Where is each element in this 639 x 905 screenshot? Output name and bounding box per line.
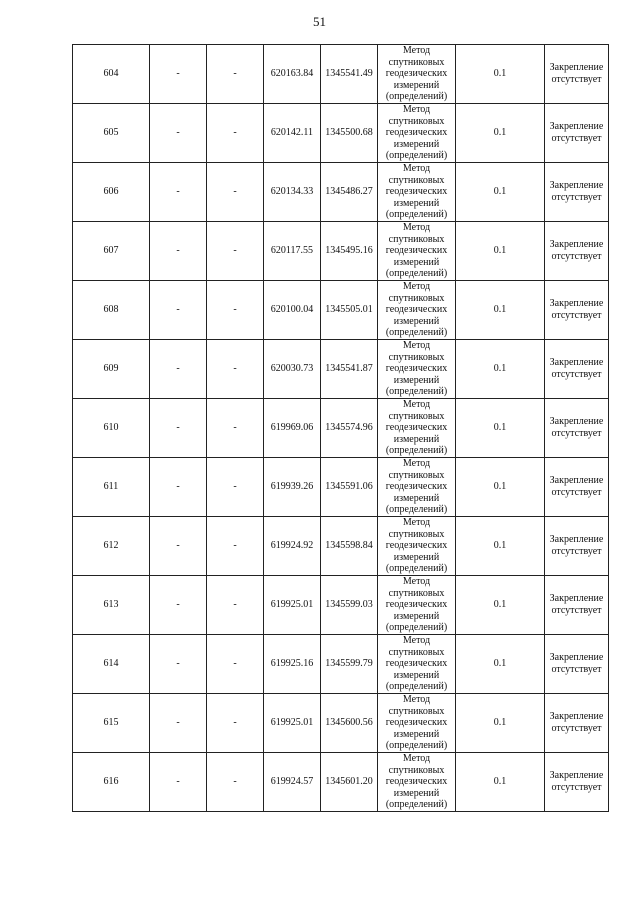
method-text-line: геодезических: [385, 481, 448, 493]
method-text-line: измерений: [393, 79, 440, 91]
method-cell: [378, 104, 456, 163]
table-row: [73, 576, 609, 635]
method-text-line: (определений): [385, 91, 448, 103]
empty-value-cell: -: [150, 104, 207, 163]
fixation-cell: [545, 694, 609, 753]
fixation-cell: [545, 45, 609, 104]
accuracy-cell: 0.1: [456, 399, 545, 458]
empty-value-cell: -: [207, 281, 264, 340]
empty-value-cell: -: [150, 753, 207, 812]
point-number-cell: 610: [73, 399, 150, 458]
accuracy-cell: 0.1: [456, 163, 545, 222]
point-number-cell: 613: [73, 576, 150, 635]
method-text-line: спутниковых: [388, 115, 445, 127]
point-number-cell: 612: [73, 517, 150, 576]
method-text-line: измерений: [393, 315, 440, 327]
method-text-line: измерений: [393, 197, 440, 209]
method-text-line: геодезических: [385, 422, 448, 434]
fixation-text-line: Закрепление: [549, 475, 604, 487]
table-row: [73, 104, 609, 163]
empty-value-cell: -: [150, 222, 207, 281]
fixation-text-line: Закрепление: [549, 593, 604, 605]
y-coordinate-cell: 1345599.79: [321, 635, 378, 694]
empty-value-cell: -: [207, 340, 264, 399]
fixation-text-line: отсутствует: [551, 310, 602, 321]
x-coordinate-cell: 620100.04: [264, 281, 321, 340]
method-text-line: спутниковых: [388, 233, 445, 245]
method-text-line: измерений: [393, 610, 440, 622]
method-text-line: (определений): [385, 681, 448, 693]
y-coordinate-cell: 1345598.84: [321, 517, 378, 576]
x-coordinate-cell: 620163.84: [264, 45, 321, 104]
method-text-line: геодезических: [385, 658, 448, 670]
table-row: [73, 399, 609, 458]
fixation-text-line: отсутствует: [551, 192, 602, 203]
accuracy-cell: 0.1: [456, 458, 545, 517]
y-coordinate-cell: 1345591.06: [321, 458, 378, 517]
method-text-line: геодезических: [385, 304, 448, 316]
accuracy-cell: 0.1: [456, 340, 545, 399]
method-text-line: геодезических: [385, 68, 448, 80]
method-text-line: Метод: [402, 576, 431, 588]
fixation-text-line: отсутствует: [551, 723, 602, 734]
point-number-cell: 611: [73, 458, 150, 517]
point-number-cell: 604: [73, 45, 150, 104]
method-text-line: спутниковых: [388, 469, 445, 481]
method-text-line: Метод: [402, 399, 431, 411]
y-coordinate-cell: 1345574.96: [321, 399, 378, 458]
empty-value-cell: -: [150, 694, 207, 753]
point-number-cell: 607: [73, 222, 150, 281]
method-text-line: Метод: [402, 222, 431, 234]
fixation-text-line: отсутствует: [551, 133, 602, 144]
method-text-line: (определений): [385, 209, 448, 221]
fixation-cell: [545, 576, 609, 635]
method-text-line: (определений): [385, 445, 448, 457]
empty-value-cell: -: [207, 104, 264, 163]
method-text-line: (определений): [385, 386, 448, 398]
method-text-line: Метод: [402, 281, 431, 293]
method-text-line: Метод: [402, 163, 431, 175]
method-text-line: измерений: [393, 787, 440, 799]
method-text-line: спутниковых: [388, 705, 445, 717]
method-text-line: геодезических: [385, 540, 448, 552]
y-coordinate-cell: 1345601.20: [321, 753, 378, 812]
method-text-line: геодезических: [385, 127, 448, 139]
accuracy-cell: 0.1: [456, 753, 545, 812]
method-text-line: геодезических: [385, 717, 448, 729]
method-text-line: геодезических: [385, 245, 448, 257]
table-row: [73, 222, 609, 281]
empty-value-cell: -: [150, 635, 207, 694]
method-text-line: (определений): [385, 150, 448, 162]
fixation-text-line: Закрепление: [549, 121, 604, 133]
empty-value-cell: -: [207, 753, 264, 812]
y-coordinate-cell: 1345600.56: [321, 694, 378, 753]
table-row: [73, 753, 609, 812]
fixation-cell: [545, 104, 609, 163]
point-number-cell: 616: [73, 753, 150, 812]
y-coordinate-cell: 1345599.03: [321, 576, 378, 635]
method-text-line: измерений: [393, 138, 440, 150]
method-text-line: Метод: [402, 517, 431, 529]
x-coordinate-cell: 620142.11: [264, 104, 321, 163]
fixation-cell: [545, 399, 609, 458]
method-cell: [378, 340, 456, 399]
table-row: [73, 458, 609, 517]
x-coordinate-cell: 620117.55: [264, 222, 321, 281]
empty-value-cell: -: [150, 281, 207, 340]
fixation-text-line: отсутствует: [551, 428, 602, 439]
method-text-line: спутниковых: [388, 56, 445, 68]
method-text-line: (определений): [385, 327, 448, 339]
method-text-line: Метод: [402, 458, 431, 470]
x-coordinate-cell: 619939.26: [264, 458, 321, 517]
method-text-line: измерений: [393, 669, 440, 681]
y-coordinate-cell: 1345500.68: [321, 104, 378, 163]
empty-value-cell: -: [150, 340, 207, 399]
method-text-line: спутниковых: [388, 292, 445, 304]
fixation-text-line: Закрепление: [549, 298, 604, 310]
method-cell: [378, 45, 456, 104]
fixation-cell: [545, 635, 609, 694]
method-text-line: геодезических: [385, 776, 448, 788]
method-text-line: (определений): [385, 563, 448, 575]
y-coordinate-cell: 1345541.87: [321, 340, 378, 399]
method-text-line: (определений): [385, 504, 448, 516]
fixation-text-line: Закрепление: [549, 357, 604, 369]
table-row: [73, 635, 609, 694]
method-text-line: измерений: [393, 728, 440, 740]
accuracy-cell: 0.1: [456, 576, 545, 635]
point-number-cell: 614: [73, 635, 150, 694]
accuracy-cell: 0.1: [456, 45, 545, 104]
fixation-text-line: отсутствует: [551, 74, 602, 85]
method-cell: [378, 576, 456, 635]
empty-value-cell: -: [150, 576, 207, 635]
fixation-text-line: отсутствует: [551, 605, 602, 616]
table-row: [73, 281, 609, 340]
empty-value-cell: -: [207, 694, 264, 753]
method-text-line: Метод: [402, 340, 431, 352]
y-coordinate-cell: 1345505.01: [321, 281, 378, 340]
method-cell: [378, 753, 456, 812]
fixation-cell: [545, 163, 609, 222]
method-text-line: Метод: [402, 45, 431, 57]
table-row: [73, 163, 609, 222]
method-text-line: измерений: [393, 256, 440, 268]
method-text-line: (определений): [385, 268, 448, 280]
point-number-cell: 608: [73, 281, 150, 340]
fixation-text-line: отсутствует: [551, 251, 602, 262]
empty-value-cell: -: [207, 635, 264, 694]
x-coordinate-cell: 619925.01: [264, 576, 321, 635]
fixation-text-line: отсутствует: [551, 546, 602, 557]
method-text-line: геодезических: [385, 363, 448, 375]
method-text-line: Метод: [402, 753, 431, 765]
method-text-line: спутниковых: [388, 646, 445, 658]
fixation-cell: [545, 340, 609, 399]
point-number-cell: 606: [73, 163, 150, 222]
empty-value-cell: -: [150, 399, 207, 458]
table-row: [73, 45, 609, 104]
method-text-line: Метод: [402, 104, 431, 116]
method-text-line: геодезических: [385, 186, 448, 198]
fixation-text-line: отсутствует: [551, 782, 602, 793]
fixation-text-line: Закрепление: [549, 711, 604, 723]
method-text-line: спутниковых: [388, 351, 445, 363]
accuracy-cell: 0.1: [456, 694, 545, 753]
x-coordinate-cell: 619925.01: [264, 694, 321, 753]
table-body: [73, 45, 609, 812]
method-cell: [378, 281, 456, 340]
fixation-cell: [545, 458, 609, 517]
accuracy-cell: 0.1: [456, 635, 545, 694]
y-coordinate-cell: 1345495.16: [321, 222, 378, 281]
method-text-line: спутниковых: [388, 174, 445, 186]
accuracy-cell: 0.1: [456, 104, 545, 163]
method-text-line: Метод: [402, 635, 431, 647]
method-text-line: спутниковых: [388, 410, 445, 422]
fixation-text-line: Закрепление: [549, 239, 604, 251]
accuracy-cell: 0.1: [456, 517, 545, 576]
fixation-text-line: Закрепление: [549, 62, 604, 74]
page-number: 51: [313, 14, 326, 29]
fixation-text-line: Закрепление: [549, 416, 604, 428]
point-number-cell: 615: [73, 694, 150, 753]
y-coordinate-cell: 1345541.49: [321, 45, 378, 104]
empty-value-cell: -: [150, 458, 207, 517]
empty-value-cell: -: [207, 163, 264, 222]
fixation-text-line: Закрепление: [549, 180, 604, 192]
x-coordinate-cell: 619924.57: [264, 753, 321, 812]
method-text-line: измерений: [393, 492, 440, 504]
method-cell: [378, 222, 456, 281]
method-text-line: спутниковых: [388, 528, 445, 540]
fixation-cell: [545, 222, 609, 281]
x-coordinate-cell: 620134.33: [264, 163, 321, 222]
accuracy-cell: 0.1: [456, 222, 545, 281]
method-cell: [378, 399, 456, 458]
empty-value-cell: -: [207, 399, 264, 458]
table-row: [73, 694, 609, 753]
empty-value-cell: -: [207, 222, 264, 281]
method-text-line: (определений): [385, 740, 448, 752]
point-number-cell: 609: [73, 340, 150, 399]
method-text-line: (определений): [385, 799, 448, 811]
method-cell: [378, 694, 456, 753]
empty-value-cell: -: [207, 517, 264, 576]
empty-value-cell: -: [207, 458, 264, 517]
method-text-line: измерений: [393, 551, 440, 563]
x-coordinate-cell: 619925.16: [264, 635, 321, 694]
fixation-cell: [545, 517, 609, 576]
method-text-line: спутниковых: [388, 764, 445, 776]
method-text-line: спутниковых: [388, 587, 445, 599]
method-text-line: геодезических: [385, 599, 448, 611]
x-coordinate-cell: 619969.06: [264, 399, 321, 458]
fixation-text-line: отсутствует: [551, 369, 602, 380]
accuracy-cell: 0.1: [456, 281, 545, 340]
fixation-text-line: Закрепление: [549, 652, 604, 664]
empty-value-cell: -: [150, 163, 207, 222]
method-cell: [378, 163, 456, 222]
method-text-line: измерений: [393, 433, 440, 445]
table-row: [73, 517, 609, 576]
fixation-cell: [545, 753, 609, 812]
empty-value-cell: -: [150, 517, 207, 576]
fixation-text-line: отсутствует: [551, 487, 602, 498]
table-row: [73, 340, 609, 399]
method-cell: [378, 635, 456, 694]
fixation-text-line: Закрепление: [549, 770, 604, 782]
method-cell: [378, 458, 456, 517]
empty-value-cell: -: [207, 45, 264, 104]
coordinates-table: [72, 44, 609, 812]
empty-value-cell: -: [207, 576, 264, 635]
fixation-cell: [545, 281, 609, 340]
x-coordinate-cell: 620030.73: [264, 340, 321, 399]
y-coordinate-cell: 1345486.27: [321, 163, 378, 222]
empty-value-cell: -: [150, 45, 207, 104]
method-cell: [378, 517, 456, 576]
method-text-line: измерений: [393, 374, 440, 386]
method-text-line: Метод: [402, 694, 431, 706]
fixation-text-line: отсутствует: [551, 664, 602, 675]
method-text-line: (определений): [385, 622, 448, 634]
x-coordinate-cell: 619924.92: [264, 517, 321, 576]
fixation-text-line: Закрепление: [549, 534, 604, 546]
point-number-cell: 605: [73, 104, 150, 163]
